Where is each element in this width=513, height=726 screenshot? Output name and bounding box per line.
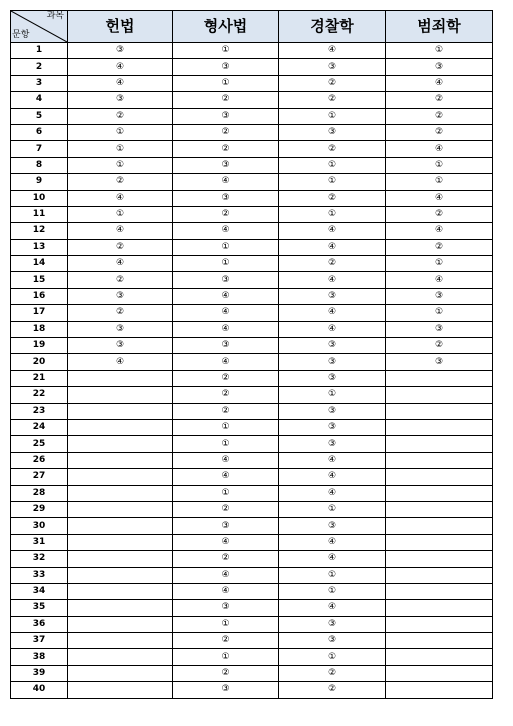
answer-cell: ② [386,92,493,108]
question-number: 11 [11,206,68,222]
table-row [11,288,493,304]
answer-cell: ① [386,43,493,59]
answer-cell: ① [173,239,279,255]
answer-cell: ④ [279,600,386,616]
empty-cell [68,649,173,665]
table-row [11,206,493,222]
table-row [11,223,493,239]
table-row [11,485,493,501]
question-number: 25 [11,436,68,452]
empty-cell [386,370,493,386]
question-number: 13 [11,239,68,255]
table-row [11,665,493,681]
answer-cell: ③ [68,92,173,108]
header-row [11,11,493,43]
empty-cell [386,551,493,567]
table-row [11,354,493,370]
answer-cell: ④ [279,551,386,567]
empty-cell [68,387,173,403]
question-number: 6 [11,124,68,140]
answer-cell: ① [173,485,279,501]
answer-cell: ③ [68,321,173,337]
answer-cell: ② [173,403,279,419]
question-number: 26 [11,452,68,468]
answer-cell: ③ [386,59,493,75]
answer-cell: ② [173,665,279,681]
question-number: 30 [11,518,68,534]
answer-cell: ② [173,92,279,108]
answer-cell: ④ [279,305,386,321]
answer-cell: ① [173,43,279,59]
answer-cell: ② [173,387,279,403]
answer-cell: ④ [279,43,386,59]
answer-cell: ④ [173,469,279,485]
answer-cell: ③ [279,124,386,140]
answer-cell: ① [386,305,493,321]
empty-cell [386,501,493,517]
table-row [11,551,493,567]
answer-cell: ① [386,256,493,272]
answer-cell: ④ [173,583,279,599]
question-number: 17 [11,305,68,321]
answer-cell: ④ [68,190,173,206]
question-number: 20 [11,354,68,370]
answer-key-table [10,10,493,699]
question-number: 28 [11,485,68,501]
table-row [11,600,493,616]
answer-cell: ② [68,239,173,255]
answer-cell: ④ [386,141,493,157]
answer-cell: ② [386,108,493,124]
answer-cell: ① [68,157,173,173]
answer-cell: ④ [173,174,279,190]
answer-cell: ③ [173,272,279,288]
question-number: 5 [11,108,68,124]
subject-header-criminology: 범죄학 [386,11,493,43]
answer-cell: ① [279,387,386,403]
empty-cell [68,403,173,419]
answer-cell: ④ [68,59,173,75]
answer-cell: ③ [279,633,386,649]
answer-cell: ③ [279,616,386,632]
empty-cell [386,600,493,616]
empty-cell [386,387,493,403]
answer-cell: ④ [279,534,386,550]
table-row [11,141,493,157]
subject-header-constitution: 헌법 [68,11,173,43]
question-number: 10 [11,190,68,206]
answer-cell: ④ [173,305,279,321]
table-row [11,649,493,665]
empty-cell [68,469,173,485]
answer-cell: ③ [279,288,386,304]
question-number: 23 [11,403,68,419]
empty-cell [386,534,493,550]
question-number: 21 [11,370,68,386]
question-number: 8 [11,157,68,173]
subject-corner-label: 과목 [46,11,64,21]
answer-cell: ② [386,206,493,222]
empty-cell [68,682,173,698]
answer-cell: ① [68,124,173,140]
answer-cell: ① [386,157,493,173]
answer-cell: ④ [173,223,279,239]
table-row [11,59,493,75]
question-number: 32 [11,551,68,567]
empty-cell [68,583,173,599]
answer-cell: ① [279,583,386,599]
table-row [11,469,493,485]
empty-cell [386,419,493,435]
answer-cell: ③ [68,288,173,304]
answer-cell: ③ [173,108,279,124]
answer-cell: ④ [386,75,493,91]
question-number: 2 [11,59,68,75]
empty-cell [386,518,493,534]
answer-cell: ④ [279,469,386,485]
answer-cell: ② [173,633,279,649]
table-row [11,272,493,288]
question-number: 29 [11,501,68,517]
answer-cell: ② [386,239,493,255]
answer-cell: ③ [279,338,386,354]
answer-cell: ③ [386,288,493,304]
answer-cell: ④ [173,354,279,370]
answer-cell: ② [173,141,279,157]
answer-cell: ④ [279,272,386,288]
empty-cell [386,567,493,583]
answer-cell: ② [386,124,493,140]
empty-cell [68,633,173,649]
empty-cell [68,501,173,517]
answer-cell: ① [279,501,386,517]
answer-cell: ① [173,436,279,452]
answer-cell: ② [68,174,173,190]
answer-cell: ③ [279,436,386,452]
answer-cell: ② [68,108,173,124]
table-row [11,518,493,534]
answer-cell: ③ [279,403,386,419]
empty-cell [68,551,173,567]
answer-cell: ③ [279,59,386,75]
empty-cell [68,452,173,468]
answer-cell: ④ [386,190,493,206]
table-row [11,92,493,108]
question-number: 19 [11,338,68,354]
answer-cell: ③ [279,518,386,534]
answer-cell: ③ [173,59,279,75]
answer-cell: ① [386,174,493,190]
answer-cell: ② [279,75,386,91]
empty-cell [68,518,173,534]
answer-cell: ① [279,206,386,222]
table-row [11,567,493,583]
answer-cell: ② [173,370,279,386]
table-row [11,583,493,599]
answer-cell: ③ [173,190,279,206]
table-row [11,108,493,124]
answer-cell: ④ [173,567,279,583]
answer-cell: ② [279,190,386,206]
table-row [11,534,493,550]
table-row [11,174,493,190]
answer-cell: ① [173,75,279,91]
answer-cell: ① [173,256,279,272]
answer-cell: ③ [279,419,386,435]
question-number: 33 [11,567,68,583]
answer-cell: ② [386,338,493,354]
answer-cell: ④ [386,272,493,288]
answer-cell: ② [279,92,386,108]
answer-cell: ④ [173,321,279,337]
answer-cell: ④ [173,534,279,550]
answer-cell: ④ [279,239,386,255]
answer-cell: ④ [173,288,279,304]
answer-cell: ① [173,419,279,435]
answer-cell: ① [68,206,173,222]
table-row [11,682,493,698]
empty-cell [68,665,173,681]
table-row [11,633,493,649]
answer-cell: ② [279,141,386,157]
empty-cell [68,370,173,386]
empty-cell [386,436,493,452]
answer-cell: ② [68,272,173,288]
question-number: 3 [11,75,68,91]
question-number: 18 [11,321,68,337]
empty-cell [68,485,173,501]
empty-cell [68,567,173,583]
answer-cell: ① [279,649,386,665]
answer-cell: ① [173,616,279,632]
question-number: 35 [11,600,68,616]
question-number: 12 [11,223,68,239]
subject-header-police-science: 경찰학 [279,11,386,43]
table-row [11,75,493,91]
question-number: 9 [11,174,68,190]
empty-cell [68,616,173,632]
answer-cell: ④ [279,485,386,501]
empty-cell [386,633,493,649]
answer-cell: ④ [68,75,173,91]
answer-cell: ③ [173,682,279,698]
answer-cell: ③ [173,600,279,616]
question-number: 38 [11,649,68,665]
question-number: 1 [11,43,68,59]
subject-header-criminal-law: 형사법 [173,11,279,43]
answer-cell: ③ [173,518,279,534]
question-number: 27 [11,469,68,485]
empty-cell [386,452,493,468]
empty-cell [68,534,173,550]
answer-cell: ③ [173,338,279,354]
table-row [11,616,493,632]
table-row [11,43,493,59]
answer-cell: ③ [173,157,279,173]
empty-cell [386,665,493,681]
answer-cell: ④ [68,354,173,370]
table-row [11,256,493,272]
answer-cell: ① [279,157,386,173]
question-number: 4 [11,92,68,108]
table-row [11,387,493,403]
table-row [11,403,493,419]
table-row [11,370,493,386]
question-number: 40 [11,682,68,698]
question-number: 7 [11,141,68,157]
empty-cell [68,419,173,435]
answer-cell: ④ [279,321,386,337]
table-row [11,305,493,321]
question-number: 14 [11,256,68,272]
answer-cell: ② [68,305,173,321]
answer-cell: ④ [386,223,493,239]
answer-cell: ④ [279,452,386,468]
answer-cell: ① [279,108,386,124]
answer-cell: ④ [279,223,386,239]
corner-header-cell [11,11,68,43]
table-row [11,436,493,452]
question-number: 15 [11,272,68,288]
answer-cell: ④ [173,452,279,468]
answer-cell: ② [173,206,279,222]
answer-cell: ② [279,665,386,681]
answer-cell: ③ [279,370,386,386]
answer-cell: ② [173,551,279,567]
table-row [11,419,493,435]
answer-cell: ④ [68,223,173,239]
answer-rows [11,43,493,699]
question-number: 37 [11,633,68,649]
question-number: 34 [11,583,68,599]
empty-cell [386,616,493,632]
table-row [11,321,493,337]
table-row [11,452,493,468]
empty-cell [386,469,493,485]
empty-cell [68,600,173,616]
answer-cell: ③ [68,338,173,354]
answer-cell: ② [173,501,279,517]
table-row [11,239,493,255]
answer-cell: ① [173,649,279,665]
empty-cell [386,682,493,698]
table-row [11,338,493,354]
answer-cell: ③ [279,354,386,370]
question-number: 36 [11,616,68,632]
answer-cell: ② [173,124,279,140]
question-number: 22 [11,387,68,403]
answer-cell: ④ [68,256,173,272]
answer-cell: ② [279,682,386,698]
question-number: 39 [11,665,68,681]
answer-cell: ③ [68,43,173,59]
empty-cell [386,403,493,419]
empty-cell [68,436,173,452]
table-row [11,157,493,173]
table-row [11,124,493,140]
table-row [11,501,493,517]
answer-cell: ③ [386,354,493,370]
empty-cell [386,649,493,665]
answer-cell: ② [279,256,386,272]
question-corner-label: 문항 [12,30,30,40]
empty-cell [386,583,493,599]
empty-cell [386,485,493,501]
answer-cell: ① [68,141,173,157]
answer-cell: ③ [386,321,493,337]
answer-cell: ① [279,567,386,583]
answer-cell: ① [279,174,386,190]
question-number: 24 [11,419,68,435]
question-number: 16 [11,288,68,304]
table-row [11,190,493,206]
question-number: 31 [11,534,68,550]
